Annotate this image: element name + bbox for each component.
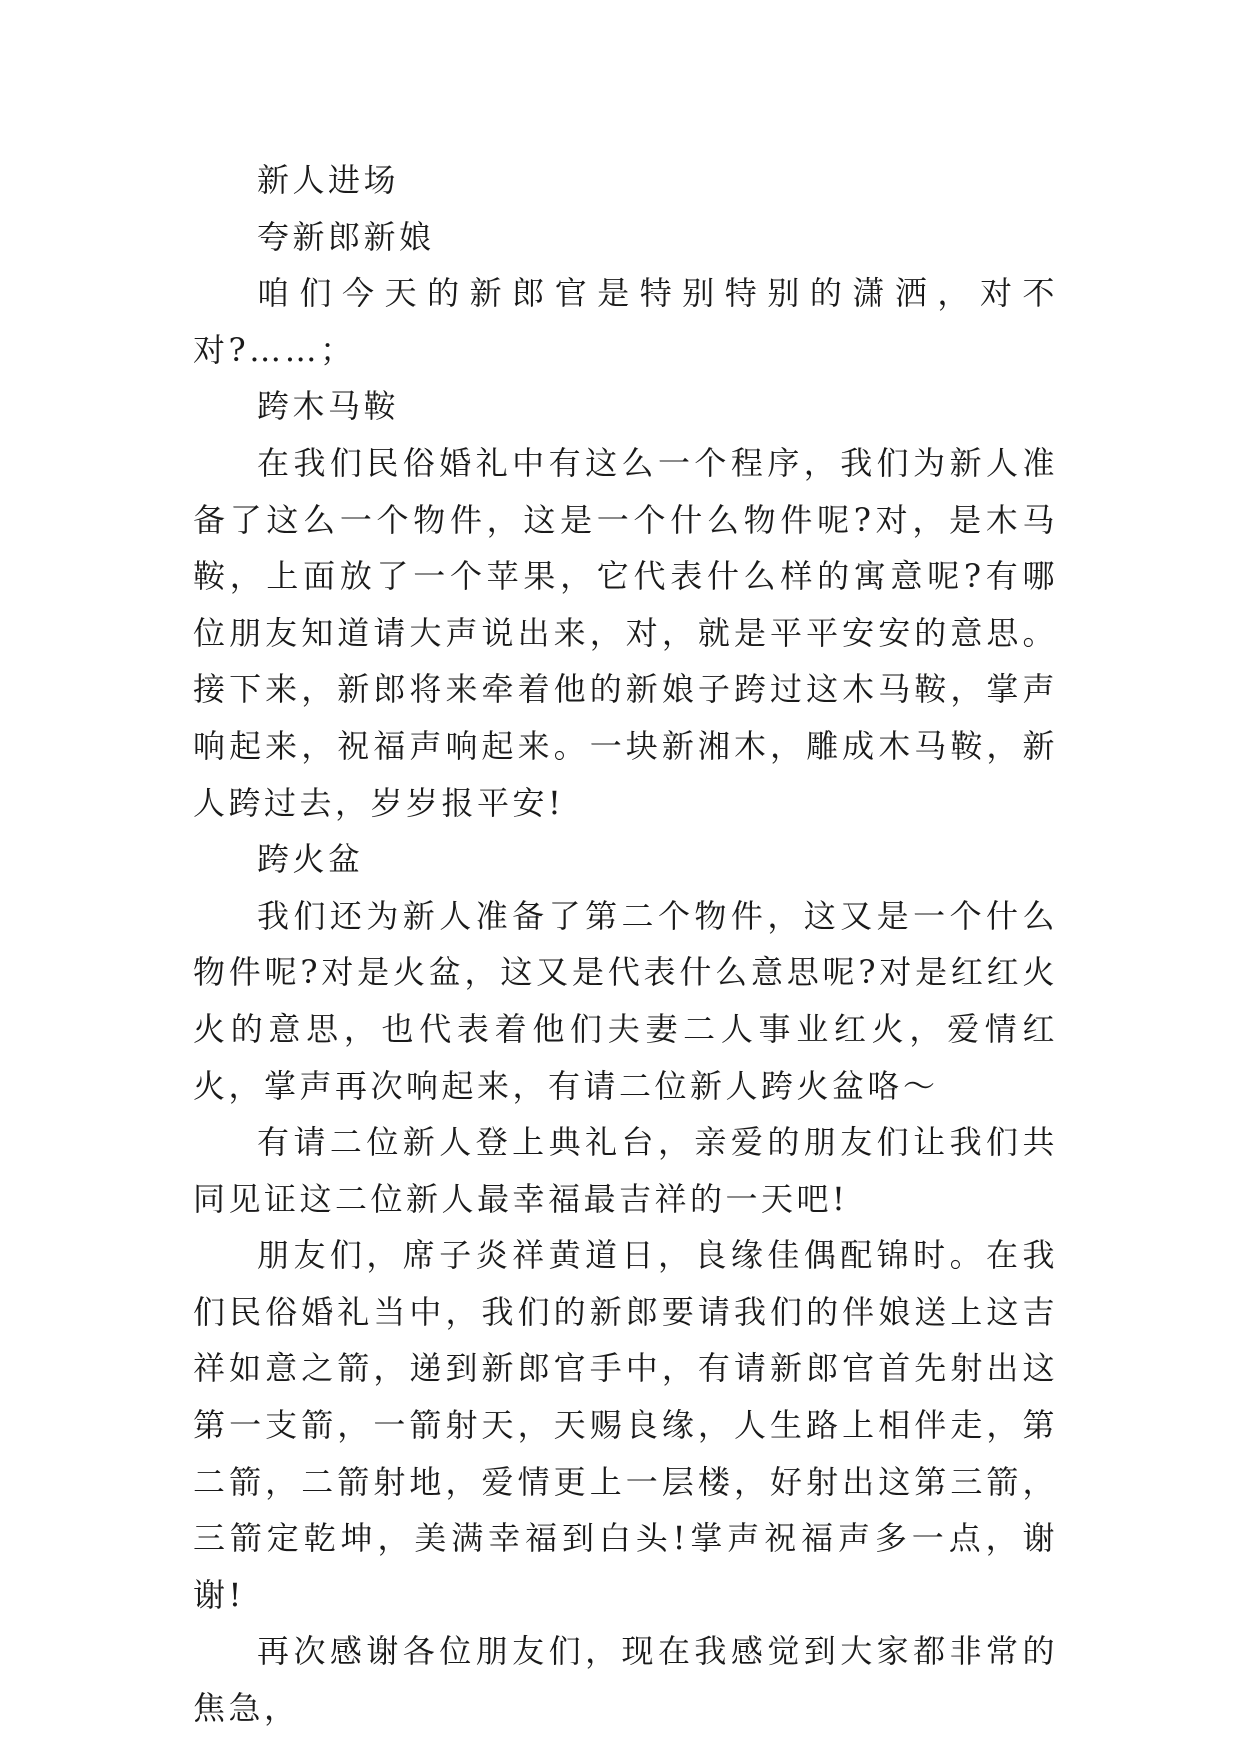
paragraph-arrows: 朋友们，席子炎祥黄道日，良缘佳偶配锦时。在我们民俗婚礼当中，我们的新郎要请我们的伴娘送上这吉祥如意之箭，递到新郎官手中，有请新郎官首先射出这第一支箭，一箭射天，天赐良缘，人生路上相伴走，第二箭，二箭射地，爱情更上一层楼，好射出这第三箭，三箭定乾坤，美满幸福到白头!掌声祝福声多一点，谢谢! (193, 1236, 1058, 1614)
paragraph-fire-basin: 我们还为新人准备了第二个物件，这又是一个什么物件呢?对是火盆，这又是代表什么意思呢?对是红红火火的意思，也代表着他们夫妻二人事业红火，爱情红火，掌声再次响起来，有请二位新人跨火盆咯～ (193, 896, 1058, 1105)
paragraph-groom-praise: 咱们今天的新郎官是特别特别的潇洒，对不对?……； (193, 274, 1058, 369)
document-body (193, 152, 1058, 1737)
heading-wooden-saddle: 跨木马鞍 (257, 387, 400, 426)
paragraph-ceremony-stage: 有请二位新人登上典礼台，亲爱的朋友们让我们共同见证这二位新人最幸福最吉祥的一天吧! (193, 1123, 1058, 1218)
paragraph-thanks: 再次感谢各位朋友们，现在我感觉到大家都非常的焦急， (193, 1632, 1058, 1728)
heading-praise-couple: 夸新郎新娘 (257, 217, 435, 256)
heading-fire-basin: 跨火盆 (257, 840, 364, 879)
paragraph-wooden-saddle: 在我们民俗婚礼中有这么一个程序，我们为新人准备了这么一个物件，这是一个什么物件呢?对，是木马鞍，上面放了一个苹果，它代表什么样的寓意呢?有哪位朋友知道请大声说出来，对，就是平平安安的意思。接下来，新郎将来牵着他的新娘子跨过这木马鞍，掌声响起来，祝福声响起来。一块新湘木，雕成木马鞍，新人跨过去，岁岁报平安! (193, 443, 1058, 822)
heading-couple-entrance: 新人进场 (257, 161, 400, 199)
